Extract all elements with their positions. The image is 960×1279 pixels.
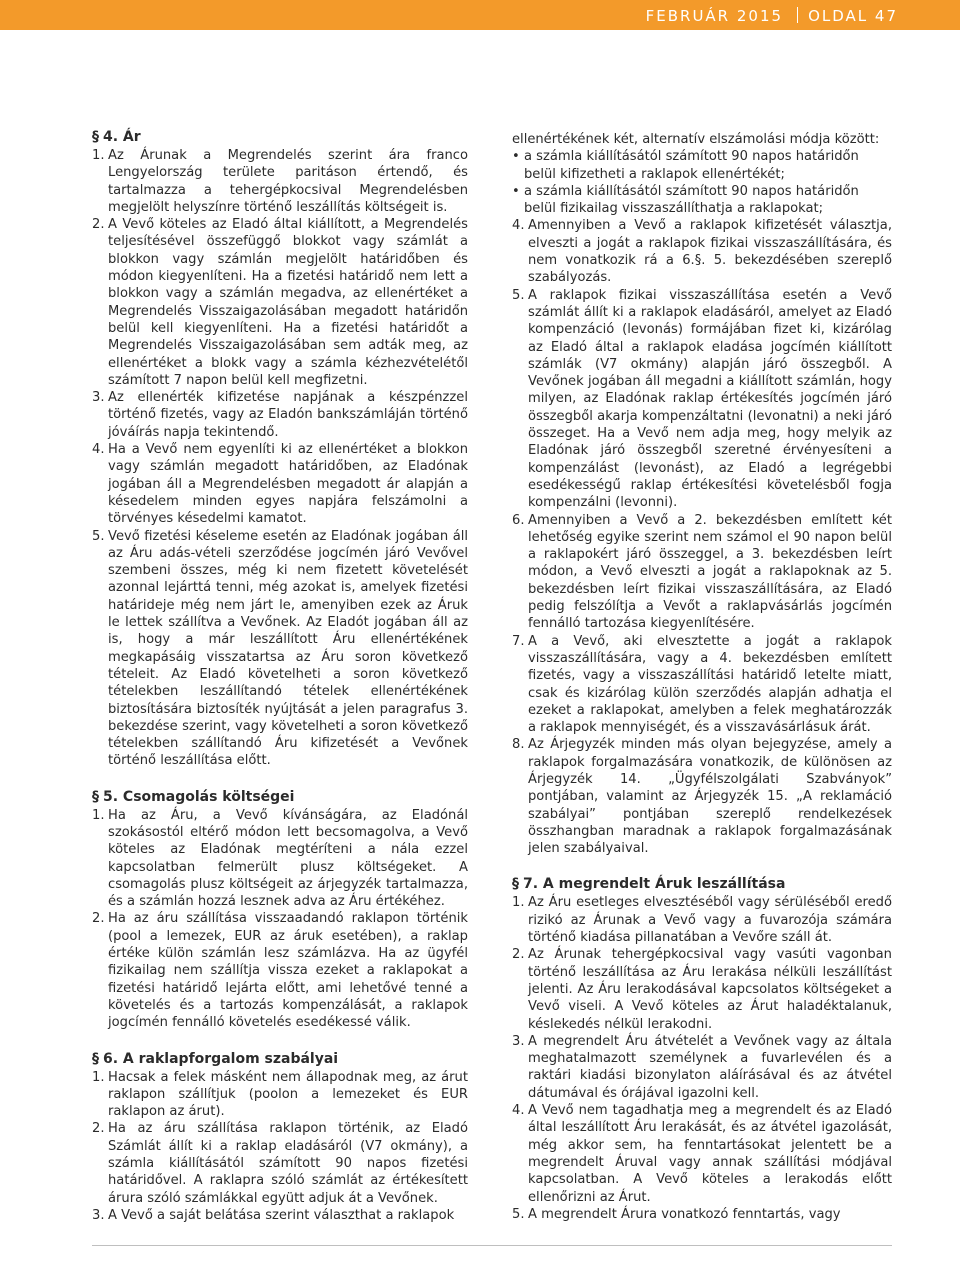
section-sign: §: [92, 788, 99, 805]
list-item: 4. Amennyiben a Vevő a raklapok kifizetését választja, elveszti a jogát a raklapok fizikai visszaszállítására, és nem vonatkozik rá a 6.§. 5. bekezdésében szereplő szabályozás.: [512, 218, 892, 286]
right-column: [512, 131, 892, 1223]
list-item: 8. Az Árjegyzék minden más olyan bejegyzése, amely a raklapok forgalmazására vonatkozik, de különösen az Árjegyzék 14. „Ügyfélszolgálati Szabványok” pontjában, valamint az Árjegyzék 15. „A reklamáció szabályai” pontjában szereplő rendelkezések összhangban maradnak a raklapok forgalmazásának jelen szabályaival.: [512, 737, 892, 857]
left-column: [92, 128, 468, 1224]
list-item: 2. Ha az áru szállítása raklapon történik, az Eladó Számlát állít ki a raklap eladásáról (V7 okmány), a számla kiállításától számított 90 napos fizetési határidővel. A raklapra szóló számlát az értékesített árura szóló számlákkal együtt adjuk át a Vevőnek.: [92, 1121, 468, 1206]
list-item: 1. Ha az Áru, a Vevő kívánságára, az Eladónál szokásostól eltérő módon lett becsomagolva, a Vevő köteles az Eladónak megtéríteni a nála ezzel kapcsolatban felmerült plusz költségeket. A csomagolás plusz költségeit az árjegyzék tartalmazza, és a számlán hozzá lesznek adva az Áru értékéhez.: [92, 807, 468, 910]
header-date: FEBRUÁR 2015: [645, 6, 784, 25]
spacer: [92, 770, 468, 788]
list-item: 3. Az ellenérték kifizetése napjának a készpénzzel történő fizetés, vagy az Eladón bankszámláján történő jóváírás napja tekintendő.: [92, 390, 468, 440]
section-5-list: [92, 807, 468, 1032]
list-item: 3. A Vevő a saját belátása szerint választhat a raklapok: [92, 1207, 455, 1223]
list-item: 2. Az Árunak tehergépkocsival vagy vasúti vagonban történő leszállítása az Áru lerakása nélküli leszállítást jelenti. Az Áru lerakodásával kapcsolatos költségeket a Vevő viseli. A Vevő köteles az Árut haladéktalanuk, késlekedés nélkül lerakodni.: [512, 947, 892, 1032]
section-6-list: [92, 1069, 468, 1225]
list-item: 5. A megrendelt Árura vonatkozó fenntartás, vagy: [512, 1206, 841, 1222]
section-sign: §: [512, 876, 519, 893]
section-4-title: § 4. Ár: [92, 129, 141, 145]
section-sign: §: [92, 129, 99, 145]
list-item: 2. A Vevő köteles az Eladó által kiállított, a Megrendelés teljesítésével összefüggő blokkot vagy számlát a blokkon vagy számlán megjelölt határidőben és módon kiegyenlíteni. Ha a fizetési határidő nem lett a blokkon vagy a számlán megadva, az ellenértéket a Megrendelés Visszaigazolásában megadott határidőn belül kell kiegyenlíteni. Ha a fizetési határidőt a Megrendelés Visszaigazolásában sem adták meg, az ellenértéket a blokk vagy a számla kézhezvételétől számított 7 napon belül kell megfizetni.: [92, 217, 468, 388]
section-7-title: § 7. A megrendelt Áruk leszállítása: [512, 876, 786, 893]
bullet-marker: •: [512, 149, 520, 165]
section-sign: §: [92, 1050, 99, 1067]
list-item: 5. A raklapok fizikai visszaszállítása esetén a Vevő számlát állít ki a raklapok eladásáról, amelyet az Eladó kompenzáció (levonás) formájában fizet ki, kizárólag az Eladó által a raklapok eladása jogcímén kiállított számlák (V7 okmány) alapján járó összegből. A Vevőnek jogában áll megadni a kiállított számlán, hogy milyen, az Eladónak raklap értékesítés jogcímén járó összegből akarja kompenzáltatni (levonatni) a neki járó összeget. Ha a Vevő nem adja meg, hogy melyik az Eladónak járó összegből szeretné érvényesíteni a kompenzálást (levonást), az Eladó a legrégebbi esedékességű raklap értékesítési követelésből fogja kompenzálni (levonni).: [512, 287, 892, 511]
list-item: 4. A Vevő nem tagadhatja meg a megrendelt és az Eladó által leszállított Áru lerakását, és az átvétel igazolását, még akkor sem, ha fenntartásokat jelentett be a megrendelt Áruval vagy annak szállítási módjával kapcsolatban. A Vevő köteles a lerakodás előtt ellenőrizni az Árut.: [512, 1103, 892, 1205]
header-separator: [797, 7, 798, 23]
spacer: [92, 1032, 468, 1050]
list-item: 2. Ha az áru szállítása visszaadandó raklapon történik (pool a lemezek, EUR az áruk esetében), a raklap értéke külön számlán lesz számlázva. Ha az ügyfél fizikailag nem szállítja vissza ezeket a raklapokat a fizetési határidő lejárta előtt, ami lehetővé tenné a követelés és a tartozás kompenzálását, a raklapok jogcímén fennálló követelés esedékessé válik.: [92, 911, 468, 1031]
spacer: [512, 857, 892, 875]
list-item: 1. Az Áru esetleges elvesztéséből vagy sérüléséből eredő rizikó az Árunak a Vevő vagy a fuvarozója számára történő kiadása pillanatában a Vevőre száll át.: [512, 895, 892, 946]
section-5-title: § 5. Csomagolás költségei: [92, 788, 295, 805]
bullet-marker: •: [512, 183, 520, 199]
list-item: 6. Amennyiben a Vevő a 2. bekezdésben említett két lehetőség egyike szerint nem számol el 90 napon belül a raklapokért járó összeggel, a 3. bekezdésben leírt módon, a Vevő elveszti a jogát a raklapoknak az 5. bekezdésben leírt fizikai visszaszállítására, az Eladó pedig felszólítja a Vevőt a raklapvásárlás jogcímén fennálló tartozása kiegyenlítésére.: [512, 512, 892, 632]
bullet-item: • a számla kiállításától számított 90 napos határidőn belül kifizetheti a raklapok ellenértékét;: [512, 149, 859, 182]
running-header: [646, 7, 898, 25]
section-6-continued-list: [512, 217, 892, 857]
list-item: 1. Az Árunak a Megrendelés szerint ára franco Lengyelország területe paritáson értendő, és tartalmazza a tehergépkocsival Megrendelésben megjelölt helyszínre történő leszállítás költségeit is.: [92, 148, 468, 215]
page-header-bar: [0, 0, 960, 30]
section-6-title: § 6. A raklapforgalom szabályai: [92, 1050, 339, 1067]
list-item: 4. Ha a Vevő nem egyenlíti ki az ellenértéket a blokkon vagy számlán megadott határidőben, az Eladónak jogában áll a Megrendelésben megadott ár alapján a késedelem minden egyes napjára felszámolni a törvényes késedelmi kamatot.: [92, 442, 468, 527]
bullet-item: • a számla kiállításától számított 90 napos határidőn belül fizikailag visszaszállíthatja a raklapokat;: [512, 183, 859, 217]
header-page-number: OLDAL 47: [808, 6, 898, 25]
list-item: 5. Vevő fizetési késeleme esetén az Eladónak jogában áll az Áru adás-vételi szerződése jogcímén járó Vevővel szembeni összes, még ki nem fizetett követelését azonnal lejárttá tenni, még azokat is, amelyek fizetési határideje még nem járt le, amenyiben ezek az Áruk le lettek szállítva a Vevőnek. Az Eladót jogában áll az is, hogy a már leszállított Áru ellenértékének megkapásáig visszatartsa az Áru soron következő tételeit. Az Eladó követelheti a soron következő tételekben leszállítandó tételek ellenértékének biztosítására biztosíték nyújtását a jelen paragrafus 3. bekezdése szerint, vagy követelheti a soron következő tételekben szállítandó Áru kifizetését a Vevőnek történő leszállítása előtt.: [92, 528, 468, 769]
section-7-list: [512, 894, 892, 1223]
list-item: 1. Hacsak a felek másként nem állapodnak meg, az árut raklapon szállítjuk (poolon a lemezeket és EUR raklapon az árut).: [92, 1069, 468, 1120]
section-4-list: [92, 147, 468, 770]
list-item: 3. A megrendelt Áru átvételét a Vevőnek vagy az általa meghatalmazott személynek a fuvarlevélen és a raktári kiadási bizonylaton aláírásával és az átvétel dátumával és órájával igazolni kell.: [512, 1033, 892, 1101]
list-item: 7. A a Vevő, aki elvesztette a jogát a raklapok visszaszállítására, vagy a 4. bekezdésben említett fizetés, vagy a visszaszállítási határidő letelte miatt, csak és kizárólag külön szerződés alapján adhatja el ezeket a raklapokat, amelyben a felek meghatározzák a raklapok mennyiségét, és a visszavásárlásuk árát.: [512, 633, 892, 736]
continued-text: ellenértékének két, alternatív elszámolási módja között:: [512, 132, 880, 147]
footer-divider: [92, 1245, 892, 1246]
